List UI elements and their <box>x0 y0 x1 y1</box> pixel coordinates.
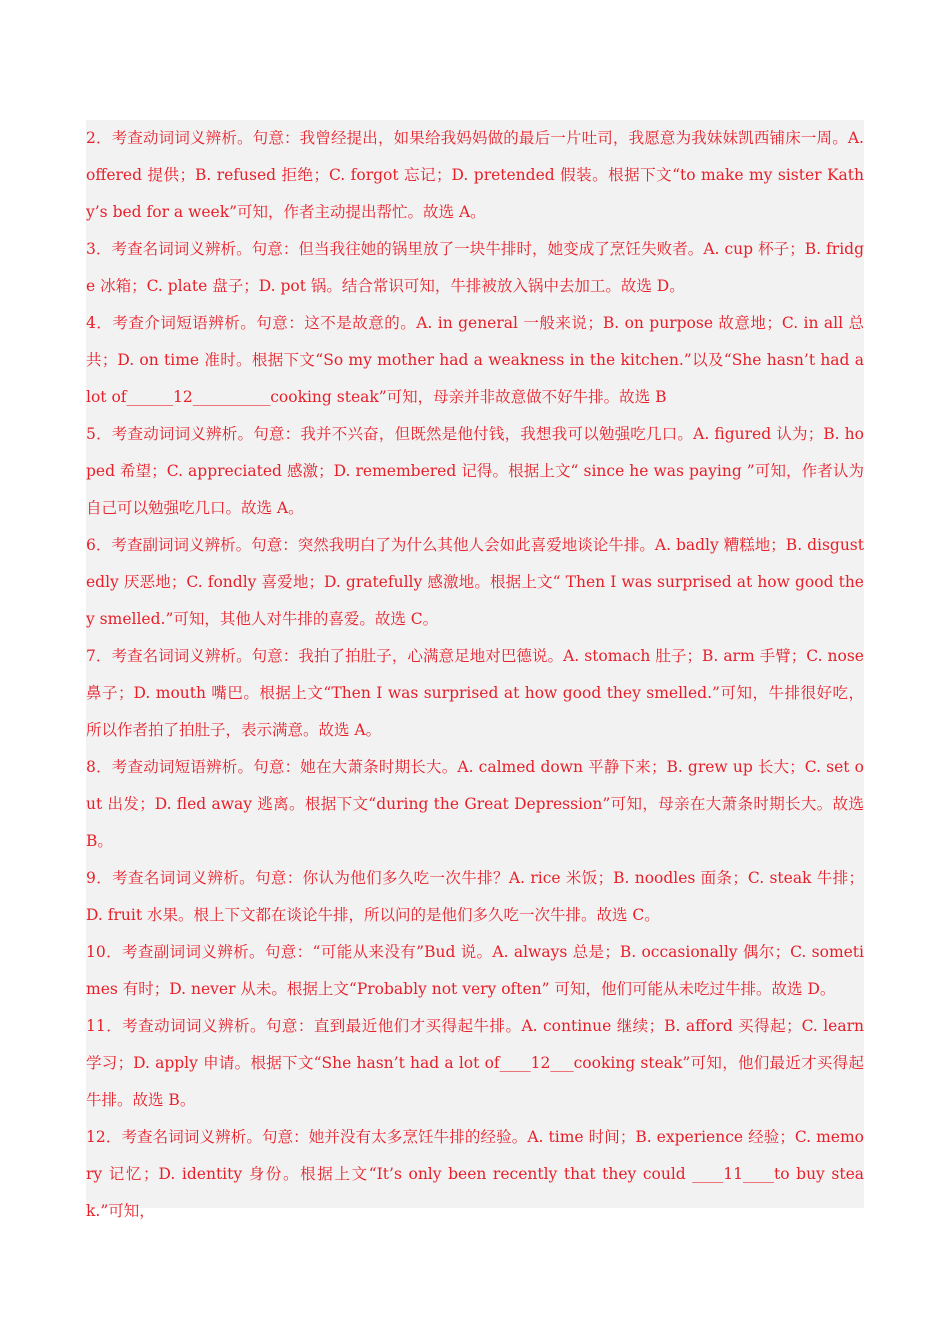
explanation-8: 8．考查动词短语辨析。句意：她在大萧条时期长大。A. calmed down 平静下来；B. grew up 长大；C. set out 出发；D. fled away 逃离。根据下文“during the Great Depression”可知，母亲在大萧条时期长大。故选 B。 <box>86 758 864 850</box>
explanation-10: 10．考查副词词义辨析。句意：“可能从来没有”Bud 说。A. always 总是；B. occasionally 偶尔；C. sometimes 有时；D. never 从未。根据上文“Probably not very often” 可知，他们可能从未吃过牛排。故选 D。 <box>86 943 864 998</box>
answer-explanations <box>86 120 864 1220</box>
explanation-5: 5．考查动词词义辨析。句意：我并不兴奋，但既然是他付钱，我想我可以勉强吃几口。A. figured 认为；B. hoped 希望；C. appreciated 感激；D. remembered 记得。根据上文“ since he was paying ”可知，作者认为自己可以勉强吃几口。故选 A。 <box>86 425 864 517</box>
explanation-6: 6．考查副词词义辨析。句意：突然我明白了为什么其他人会如此喜爱地谈论牛排。A. badly 糟糕地；B. disgustedly 厌恶地；C. fondly 喜爱地；D. gratefully 感激地。根据上文“ Then I was surprised at how good they smelled.”可知，其他人对牛排的喜爱。故选 C。 <box>86 536 864 628</box>
explanation-3: 3．考查名词词义辨析。句意：但当我往她的锅里放了一块牛排时，她变成了烹饪失败者。A. cup 杯子；B. fridge 冰箱；C. plate 盘子；D. pot 锅。结合常识可知，牛排被放入锅中去加工。故选 D。 <box>86 240 864 295</box>
explanation-2: 2．考查动词词义辨析。句意：我曾经提出，如果给我妈妈做的最后一片吐司，我愿意为我妹妹凯西铺床一周。A. offered 提供；B. refused 拒绝；C. forgot 忘记；D. pretended 假装。根据下文“to make my sister Kathy’s bed for a week”可知，作者主动提出帮忙。故选 A。 <box>86 129 864 221</box>
explanation-12: 12．考查名词词义辨析。句意：她并没有太多烹饪牛排的经验。A. time 时间；B. experience 经验；C. memory 记忆；D. identity 身份。根据上文“It’s only been recently that they could ____11____to buy steak.”可知， <box>86 1128 864 1220</box>
explanation-11: 11．考查动词词义辨析。句意：直到最近他们才买得起牛排。A. continue 继续；B. afford 买得起；C. learn 学习；D. apply 申请。根据下文“She hasn’t had a lot of____12___cooking steak”可知，他们最近才买得起牛排。故选 B。 <box>86 1017 864 1109</box>
explanation-4: 4．考查介词短语辨析。句意：这不是故意的。A. in general 一般来说；B. on purpose 故意地；C. in all 总共；D. on time 准时。根据下文“So my mother had a weakness in the kitchen.”以及“She hasn’t had a lot of______12__________cooking steak”可知，母亲并非故意做不好牛排。故选 B <box>86 314 864 406</box>
explanation-9: 9．考查名词词义辨析。句意：你认为他们多久吃一次牛排？A. rice 米饭；B. noodles 面条；C. steak 牛排；D. fruit 水果。根上下文都在谈论牛排，所以问的是他们多久吃一次牛排。故选 C。 <box>86 869 864 924</box>
explanation-7: 7．考查名词词义辨析。句意：我拍了拍肚子，心满意足地对巴德说。A. stomach 肚子；B. arm 手臂；C. nose 鼻子；D. mouth 嘴巴。根据上文“Then I was surprised at how good they smelled.”可知，牛排很好吃，所以作者拍了拍肚子，表示满意。故选 A。 <box>86 647 864 739</box>
